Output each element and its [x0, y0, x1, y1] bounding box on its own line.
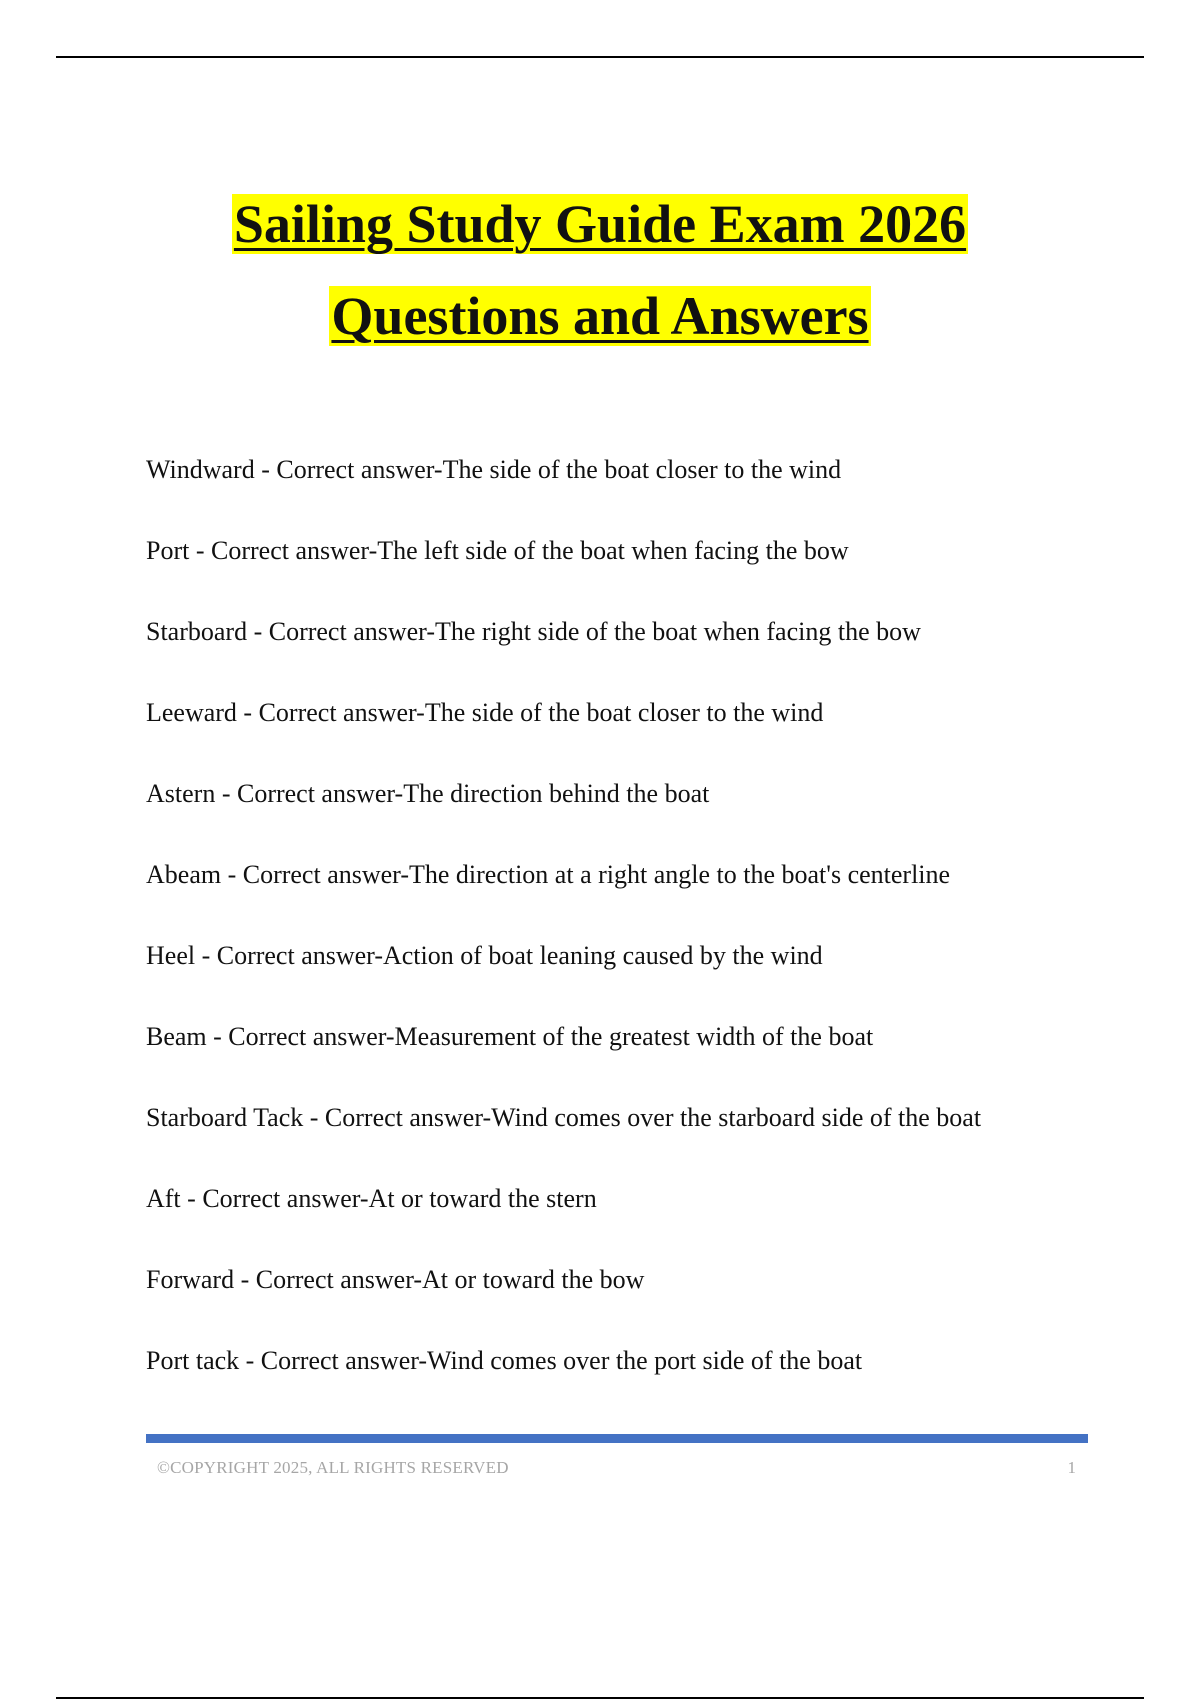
qa-item: Beam - Correct answer-Measurement of the greatest width of the boat [146, 1022, 874, 1051]
qa-item: Forward - Correct answer-At or toward the bow [146, 1265, 645, 1294]
footer-copyright: ©COPYRIGHT 2025, ALL RIGHTS RESERVED [157, 1458, 509, 1477]
qa-item: Aft - Correct answer-At or toward the stern [146, 1184, 597, 1213]
qa-item: Starboard - Correct answer-The right side of the boat when facing the bow [146, 617, 921, 646]
top-rule [56, 56, 1144, 58]
title-line-2-text: Questions and Answers [331, 286, 869, 346]
qa-list [146, 446, 1086, 1418]
qa-item: Port - Correct answer-The left side of the boat when facing the bow [146, 536, 849, 565]
qa-item: Starboard Tack - Correct answer-Wind comes over the starboard side of the boat [146, 1103, 982, 1132]
page-number: 1 [1067, 1458, 1076, 1477]
footer-bar [146, 1434, 1088, 1443]
qa-item: Leeward - Correct answer-The side of the boat closer to the wind [146, 698, 824, 727]
title-line-1-text: Sailing Study Guide Exam 2026 [233, 194, 967, 254]
qa-item: Heel - Correct answer-Action of boat leaning caused by the wind [146, 941, 823, 970]
document-title [0, 178, 1200, 362]
title-line-2 [0, 270, 1200, 362]
bottom-rule [56, 1697, 1144, 1699]
title-line-1 [0, 178, 1200, 270]
qa-item: Astern - Correct answer-The direction behind the boat [146, 779, 710, 808]
qa-item: Port tack - Correct answer-Wind comes over the port side of the boat [146, 1346, 863, 1375]
qa-item: Windward - Correct answer-The side of the boat closer to the wind [146, 455, 842, 484]
qa-item: Abeam - Correct answer-The direction at a right angle to the boat's centerline [146, 860, 951, 889]
